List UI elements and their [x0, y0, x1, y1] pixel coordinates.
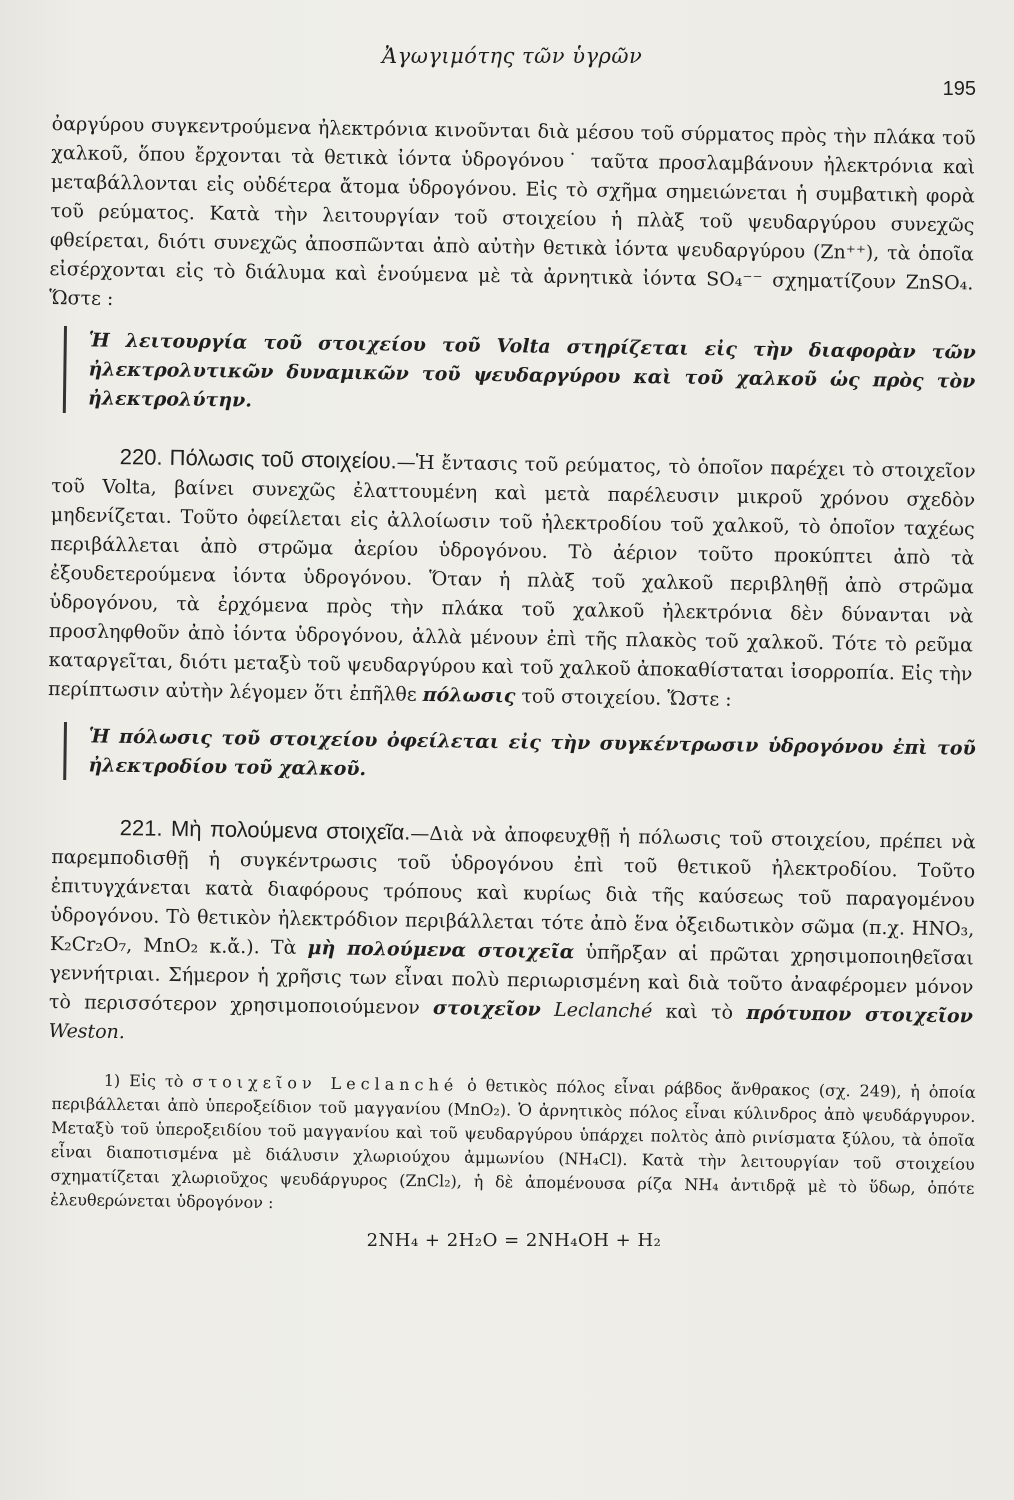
- rule-volta: Ἡ λειτουργία τοῦ στοιχείου τοῦ Volta στηρίζεται εἰς τὴν διαφορὰν τῶν ἠλεκτρολυτικῶν δυναμικῶν τοῦ ψευδαργύρου καὶ τοῦ χαλκοῦ ὡς πρὸς τὸν ἠλεκτρολύτην.: [63, 326, 976, 426]
- term-cell: στοιχεῖον: [432, 997, 541, 1021]
- running-title: Ἀγωγιμότης τῶν ὑγρῶν: [382, 44, 643, 68]
- name-weston: Weston.: [48, 1019, 126, 1044]
- intro-paragraph: ὀαργύρου συγκεντρούμενα ἠλεκτρόνια κινοῦνται διὰ μέσου τοῦ σύρματος πρὸς τὴν πλάκα τοῦ χαλκοῦ, ὅπου ἔρχονται τὰ θετικὰ ἰόντα ὑδρογόνου˙ ταῦτα προσλαμβάνουν ἠλεκτρόνια καὶ μεταβάλλονται εἰς οὐδέτερα ἄτομα ὑδρογόνου. Εἰς τὸ σχῆμα σημειώνεται ἡ συμβατικὴ φορὰ τοῦ ρεύματος. Κατὰ τὴν λειτουργίαν τοῦ στοιχείου ἡ πλὰξ τοῦ ψευδαργύρου συνεχῶς φθείρεται, διότι συνεχῶς ἀποσπῶνται ἀπὸ αὐτὴν θετικὰ ἰόντα ψευδαργύρου (Zn⁺⁺), τὰ ὁποῖα εἰσέρχονται εἰς τὸ διάλυμα καὶ ἑνούμενα μὲ τὰ ἀρνητικὰ ἰόντα SO₄⁻⁻ σχηματίζουν ZnSO₄. Ὥστε :: [48, 112, 976, 310]
- name-leclanche: Leclanché: [553, 998, 653, 1023]
- page-number: 195: [942, 78, 976, 100]
- section-220-paragraph: [48, 441, 976, 718]
- section-220-number: 220.: [119, 444, 163, 470]
- section-221: [48, 812, 976, 1046]
- rule-polarization: Ἡ πόλωσις τοῦ στοιχείου ὀφείλεται εἰς τὴν συγκέντρωσιν ὑδρογόνου ἐπὶ τοῦ ἠλεκτροδίου τοῦ χαλκοῦ.: [63, 722, 976, 793]
- section-221-paragraph: [48, 812, 976, 1060]
- section-221-number: 221.: [119, 815, 163, 841]
- section-220: [47, 441, 976, 711]
- section-220-title: Πόλωσις τοῦ στοιχείου.: [169, 444, 397, 474]
- footnote-label: 1) Εἰς τὸ: [103, 1070, 184, 1091]
- section-220-text-b: τοῦ στοιχείου. Ὥστε :: [521, 685, 732, 711]
- section-221-title: Μὴ πολούμενα στοιχεῖα.: [170, 815, 411, 845]
- section-220-heading: [52, 443, 397, 473]
- footnote-spaced-term: στοιχεῖον Leclanché: [192, 1071, 459, 1095]
- term-standard-cell: πρότυπον στοιχεῖον: [746, 1001, 974, 1028]
- footnote-text: ὁ θετικὸς πόλος εἶναι ράβδος ἄνθρακος (σχ. 249), ἡ ὁποία περιβάλλεται ἀπὸ ὑπεροξείδιον τοῦ μαγγανίου (MnO₂). Ὁ ἀρνητικὸς πόλος εἶναι κύλινδρος ἀπὸ ψευδάργυρον. Μεταξὺ τοῦ ὑπεροξειδίου τοῦ μαγγανίου καὶ τοῦ ψευδαργύρου ὑπάρχει πολτὸς ἀπὸ ρινίσματα ξύλου, τὰ ὁποῖα εἶναι διαποτισμένα μὲ διάλυσιν χλωριούχου ἀμμωνίου (NH₄Cl). Κατὰ τὴν λειτουργίαν τοῦ στοιχείου σχηματίζεται χλωριοῦχος ψευδάργυρος (ZnCl₂), ἡ δὲ ἀπομένουσα ρίζα NH₄ ἀντιδρᾷ μὲ τὸ ὕδωρ, ὁπότε ἐλευθερώνεται ὑδρογόνον :: [50, 1075, 976, 1213]
- footnote: [50, 1068, 976, 1225]
- running-head: [52, 40, 976, 100]
- term-polosis: πόλωσις: [422, 683, 516, 708]
- section-221-text-c: καὶ τὸ: [665, 1000, 734, 1024]
- chemical-equation: 2NH₄ + 2H₂O = 2NH₄OH + H₂: [366, 1230, 662, 1251]
- section-221-heading: [52, 814, 411, 845]
- section-220-text-a: —Ἡ ἔντασις τοῦ ρεύματος, τὸ ὁποῖον παρέχει τὸ στοιχεῖον τοῦ Volta, βαίνει συνεχῶς ἐλαττουμένη καὶ μετὰ παρέλευσιν μικροῦ χρόνου σχεδὸν μηδενίζεται. Τοῦτο ὀφείλεται εἰς ἀλλοίωσιν τοῦ ἠλεκτροδίου τοῦ χαλκοῦ, τὸ ὁποῖον ταχέως περιβάλλεται ἀπὸ στρῶμα ἀερίου ὑδρογόνου. Τὸ ἀέριον τοῦτο προκύπτει ἀπὸ τὰ ἐξουδετερούμενα ἰόντα ὑδρογόνου. Ὅταν ἡ πλὰξ τοῦ χαλκοῦ περιβληθῇ ἀπὸ στρῶμα ὑδρογόνου, τὰ ἐρχόμενα πρὸς τὴν πλάκα τοῦ χαλκοῦ ἠλεκτρόνια δὲν δύνανται νὰ προσληφθοῦν ἀπὸ ἰόντα ὑδρογόνου, ἀλλὰ μένουν ἐπὶ τῆς πλακὸς τοῦ χαλκοῦ. Τότε τὸ ρεῦμα καταργεῖται, διότι μεταξὺ τοῦ ψευδαργύρου καὶ τοῦ χαλκοῦ ἀποκαθίσταται ἰσορροπία. Εἰς τὴν περίπτωσιν αὐτὴν λέγομεν ὅτι ἐπῆλθε: [47, 451, 976, 706]
- section-221-text-a: —Διὰ νὰ ἀποφευχθῇ ἡ πόλωσις τοῦ στοιχείου, πρέπει νὰ παρεμποδισθῇ ἡ συγκέντρωσις τοῦ ὑδρογόνου ἐπὶ τοῦ θετικοῦ ἠλεκτροδίου. Τοῦτο ἐπιτυγχάνεται κατὰ διαφόρους τρόπους καὶ κυρίως διὰ τῆς καύσεως τοῦ παραγομένου ὑδρογόνου. Τὸ θετικὸν ἠλεκτρόδιον περιβάλλεται τότε ἀπὸ ἕνα ὀξειδωτικὸν σῶμα (π.χ. HNO₃, K₂Cr₂O₇, MnO₂ κ.ἄ.). Τὰ: [49, 822, 976, 959]
- term-non-polarizing: μὴ πολούμενα στοιχεῖα: [307, 937, 575, 964]
- section-221-text-b: ὑπῆρξαν αἱ πρῶται χρησιμοποιηθεῖσαι γεννήτριαι. Σήμερον ἡ χρῆσις των εἶναι πολὺ περιωρισμένη καὶ διὰ τοῦτο ἀναφέρομεν μόνον τὸ περισσότερον χρησιμοποιούμενον: [48, 941, 974, 1019]
